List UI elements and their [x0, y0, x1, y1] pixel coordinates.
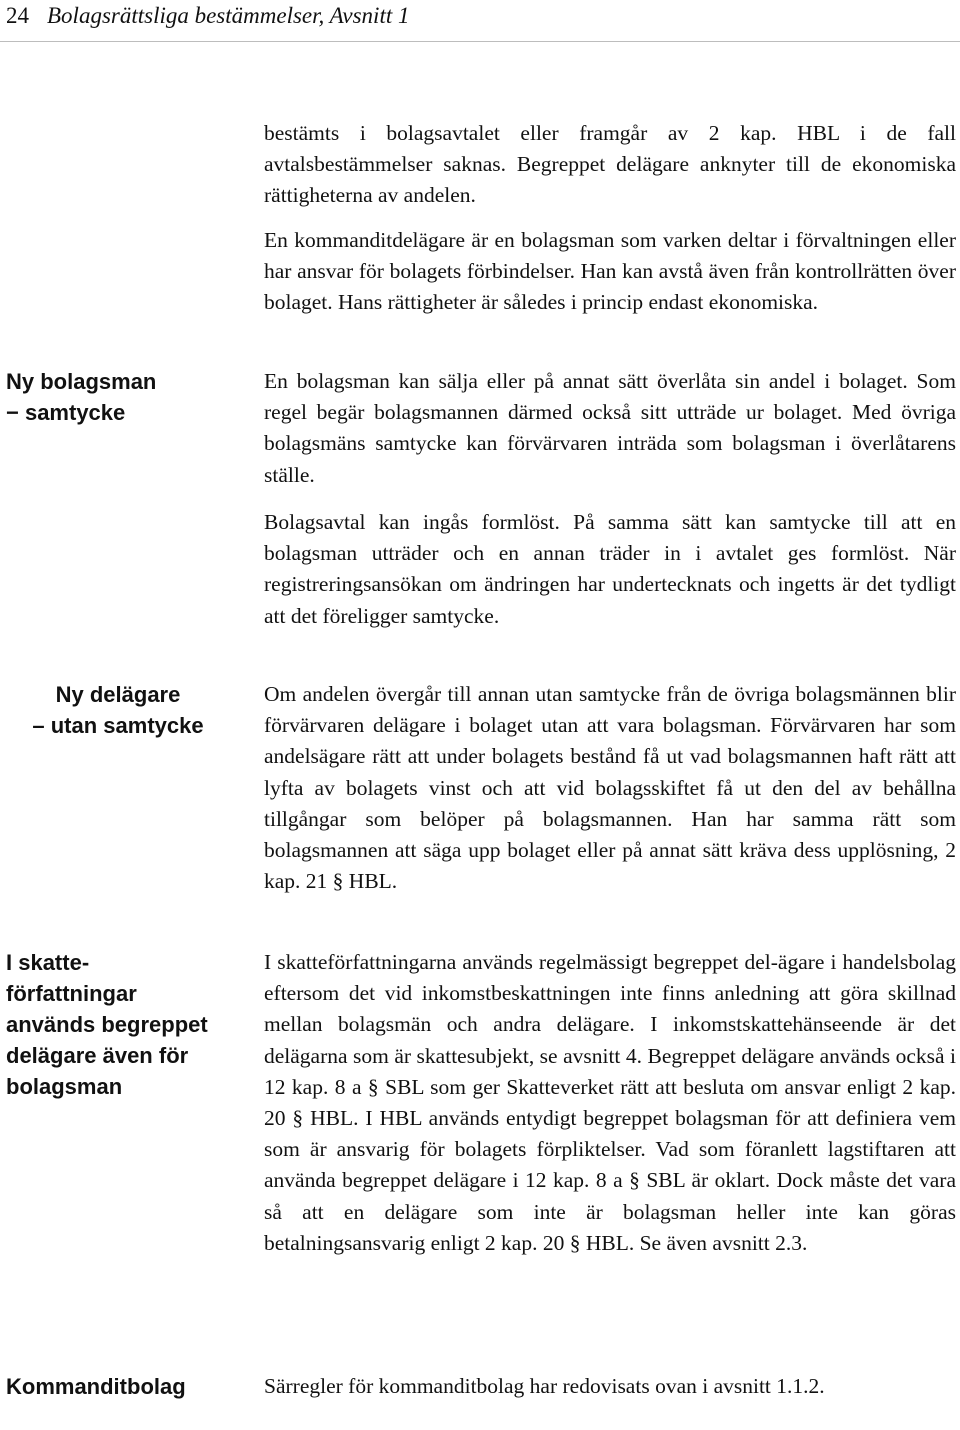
running-title: Bolagsrättsliga bestämmelser, Avsnitt 1: [47, 3, 410, 28]
body-paragraph: Bolagsavtal kan ingås formlöst. På samma sätt kan samtycke till att en bolagsman utträder och en annan träder in i avtalet ges formlöst. När registreringsansökan om ändringen har undertecknats och ingetts är det tydligt att det föreligger samtycke.: [264, 510, 956, 628]
header-rule: [0, 41, 960, 42]
margin-note-line: författningar: [6, 981, 137, 1006]
body-paragraph: En kommanditdelägare är en bolagsman som varken deltar i förvaltningen eller har ansvar för bolagets förbindelser. Han kan avstå även från kontrollrätten över bolaget. Hans rättigheter är således i princip endast ekonomiska.: [264, 228, 956, 315]
margin-note-line: – utan samtycke: [32, 713, 204, 738]
margin-note-line: − samtycke: [6, 400, 126, 425]
running-header: [6, 0, 409, 32]
margin-note-line: Ny delägare: [55, 682, 181, 707]
margin-note-line: bolagsman: [6, 1074, 123, 1099]
margin-note-line: Ny bolagsman: [6, 369, 157, 394]
page-number: 24: [6, 3, 29, 28]
body-paragraph: Om andelen övergår till annan utan samtycke från de övriga bolagsmännen blir förvärvaren delägare i bolaget utan att vara bolagsman. Förvärvaren har som andelsägare rätt att under bolagets bestånd få ut vad bolagsmannen haft rätt att lyfta av bolagets vinst och att vid bolagsskiftet få ut den del av behållna tillgångar som belöper på bolagsmannen. Han har samma rätt som bolagsmannen att säga upp bolaget eller på annat sätt kräva dess upplösning, 2 kap. 21 § HBL.: [264, 682, 956, 894]
body-paragraph: En bolagsman kan sälja eller på annat sätt överlåta sin andel i bolaget. Som regel begär bolagsmannen därmed också sitt utträde ur bolaget. Med övriga bolagsmäns samtycke kan förvärvaren inträda som bolagsman i överlåtarens ställe.: [264, 369, 956, 487]
margin-note-line: delägare även för: [6, 1043, 189, 1068]
margin-note-line: Kommanditbolag: [6, 1374, 186, 1399]
margin-note-ny-bolagsman: [0, 366, 236, 428]
margin-note-kommanditbolag: [0, 1371, 236, 1402]
margin-note-skatteforfattningar: [0, 947, 236, 1102]
body-paragraph: I skatteförfattningarna används regelmässigt begreppet del-ägare i handelsbolag eftersom det vid inkomstbeskattningen inte finns anledning att göra skillnad mellan bolagsmän och andra delägare. I inkomstskattehänseende är det delägarna som är skattesubjekt, se avsnitt 4. Begreppet delägare används också i 12 kap. 8 a § SBL som ger Skatteverket rätt att besluta om ansvar enligt 2 kap. 20 § HBL. I HBL används entydigt begreppet bolagsman för att definiera vem som är ansvarig för bolagets förpliktelser. Vad som föranlett lagstiftaren att använda begreppet delägare i 12 kap. 8 a § SBL är oklart. Dock måste det vara så att en delägare som inte är bolagsman heller inte kan göras betalningsansvarig enligt 2 kap. 20 § HBL. Se även avsnitt 2.3.: [264, 950, 956, 1255]
margin-note-line: används begreppet: [6, 1012, 208, 1037]
margin-note-line: I skatte-: [6, 950, 90, 975]
body-paragraph: Särregler för kommanditbolag har redovisats ovan i avsnitt 1.1.2.: [264, 1374, 825, 1398]
body-paragraph: bestämts i bolagsavtalet eller framgår av 2 kap. HBL i de fall avtalsbestämmelser saknas. Begreppet delägare anknyter till de ekonomiska rättigheterna av andelen.: [264, 121, 956, 208]
margin-note-ny-delagare: [0, 679, 236, 741]
